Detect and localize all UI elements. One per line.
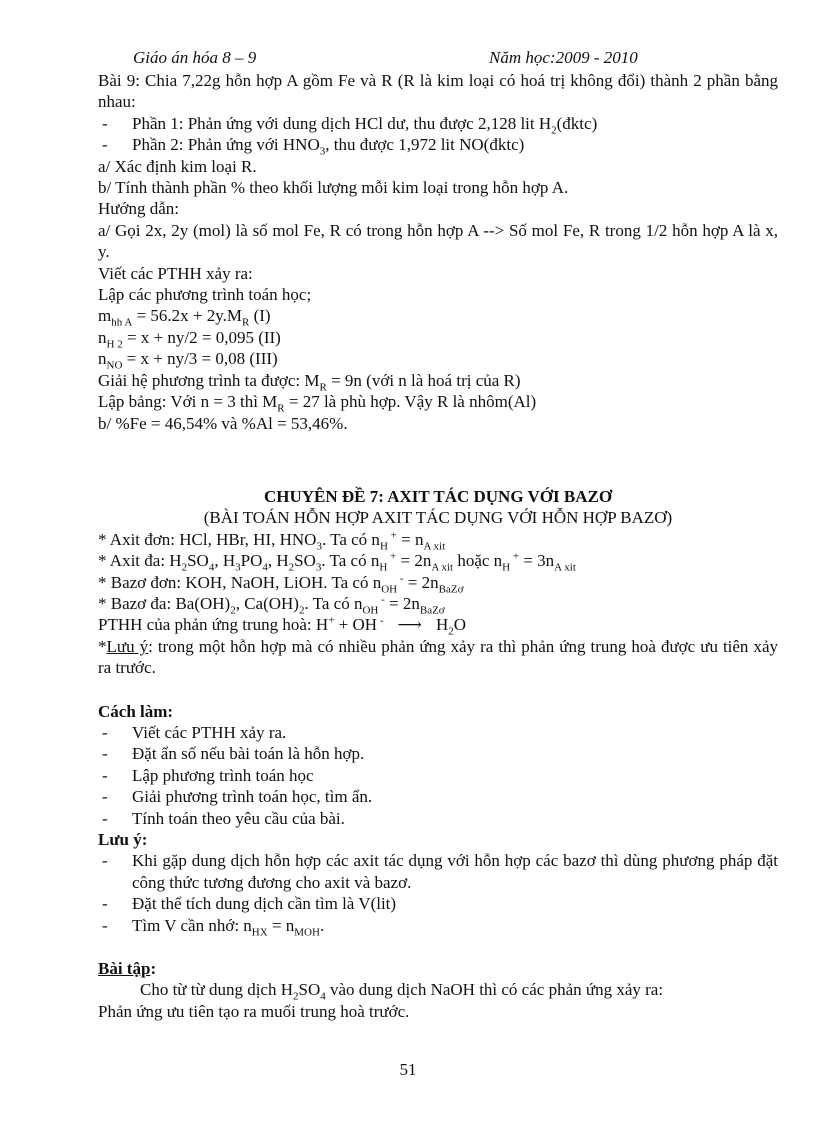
bai9-question-a: a/ Xác định kim loại R. [98, 156, 257, 176]
bai9-part1: - Phần 1: Phản ứng với dung dịch HCl dư, thu được 2,128 lit $H_2(đktc)$ [102, 113, 598, 137]
equation-1: $m_{hh A} = 56.2x + 2y.M_R$ (I) [98, 306, 271, 329]
topic-line-neutralization: PTHH của phản ứng trung hoà: H+ + OH - ⟶ $H_2O$ [98, 614, 467, 638]
guide-line-2: Viết các PTHH xảy ra: [98, 263, 253, 283]
dash-bullet: - [102, 765, 108, 785]
method-step: - Tính toán theo yêu cầu của bài. [102, 808, 345, 828]
note-label: Lưu ý [106, 636, 149, 656]
method-step: - Đặt ẩn số nếu bài toán là hỗn hợp. [102, 744, 365, 764]
solve-line: Giải hệ phương trình ta được: $M_R = 9n$ (với n là hoá trị của R) [98, 370, 521, 394]
exercise-line-2: Phản ứng ưu tiên tạo ra muối trung hoà trước. [98, 1001, 410, 1021]
method-note-heading: Lưu ý: [98, 830, 148, 849]
topic-line-axit-da: * Axit đa: $H_2SO_4$, $H_3PO_4$, $H_2SO_3$. Ta có $n_H$ $^+ = 2n_{A xit}$ hoặc $n_H$ $^+ = 3n_{A xit}$ [98, 550, 576, 574]
topic-title: CHUYÊN ĐỀ 7: AXIT TÁC DỤNG VỚI BAZƠ [263, 486, 613, 506]
topic-subtitle: (BÀI TOÁN HỖN HỢP AXIT TÁC DỤNG VỚI HỖN HỢP BAZƠ) [203, 508, 673, 528]
guide-heading: Hướng dẫn: [98, 199, 179, 219]
dash-bullet: - [102, 915, 108, 935]
topic-note: *Lưu ý: trong một hỗn hợp mà có nhiều phản ứng xảy ra thì phản ứng trung hoà được ưu tiên xảy ra trước. [98, 636, 778, 678]
method-step: - Viết các PTHH xảy ra. [102, 722, 287, 742]
dash-bullet: - [102, 135, 108, 155]
bai9-part2: - Phần 2: Phản ứng với $HNO_3$, thu được 1,972 lit NO(đktc) [102, 135, 525, 158]
answer-line: b/ %Fe = 46,54% và %Al = 53,46%. [98, 413, 348, 433]
reaction-arrow-icon: ⟶ [397, 615, 422, 635]
dash-bullet: - [102, 808, 108, 828]
method-heading: Cách làm: [98, 701, 174, 721]
bai9-intro: Bài 9: Chia 7,22g hỗn hợp A gồm Fe và R (R là kim loại có hoá trị không đổi) thành 2 phần bằng nhau: [98, 71, 778, 112]
method-step: - Giải phương trình toán học, tìm ẩn. [102, 787, 373, 807]
table-line: Lập bảng: Với n = 3 thì $M_R = 27$ là phù hợp. Vậy R là nhôm(Al) [98, 392, 537, 415]
header-school-year: Năm học:2009 - 2010 [489, 48, 638, 67]
method-note-1: - Khi gặp dung dịch hỗn hợp các axit tác dụng với hỗn hợp các bazơ thì dùng phương pháp đặt công thức tương đương cho axit và bazơ. [102, 851, 778, 892]
equation-3: $n_{NO} = x + ny/3 = 0,08$ (III) [98, 349, 278, 372]
spacer [98, 679, 778, 701]
dash-bullet: - [102, 722, 108, 742]
equation-2: $n_{H 2} = x + ny/2 = 0,095$ (II) [98, 327, 281, 351]
spacer [98, 434, 778, 486]
page-number: 51 [399, 1060, 417, 1079]
topic-line-bazo-don: * Bazơ đơn: KOH, NaOH, LiOH. Ta có $n_{OH}$ $^- = 2n_{BaZơ}$ [98, 571, 464, 595]
method-step: - Lập phương trình toán học [102, 765, 314, 785]
guide-line-3: Lập các phương trình toán học; [98, 285, 312, 305]
dash-bullet: - [102, 787, 108, 807]
topic-line-bazo-da: * Bazơ đa: $Ba(OH)_2$, $Ca(OH)_2$. Ta có $n_{OH}$ $^- = 2n_{BaZơ}$ [98, 593, 445, 617]
spacer [98, 936, 778, 958]
method-note-2: - Đặt thể tích dung dịch cần tìm là V(lit) [102, 894, 397, 914]
dash-bullet: - [102, 851, 108, 871]
topic-line-axit-don: * Axit đơn: HCl, HBr, HI, $HNO_3$. Ta có $n_H$ $^+ = n_{A xit}$ [98, 529, 446, 553]
exercise-line-1: Cho từ từ dung dịch $H_2SO_4$ vào dung dịch NaOH thì có các phản ứng xảy ra: [140, 980, 664, 1003]
guide-line-1: a/ Gọi 2x, 2y (mol) là số mol Fe, R có trong hỗn hợp A --> Số mol Fe, R trong 1/2 hỗn hợp A là x, y. [98, 220, 778, 262]
header-subject: Giáo án hóa 8 – 9 [133, 48, 257, 67]
dash-bullet: - [102, 113, 108, 133]
bai9-question-b: b/ Tính thành phần % theo khối lượng mỗi kim loại trong hỗn hợp A. [98, 178, 569, 198]
dash-bullet: - [102, 894, 108, 914]
document-body [98, 70, 778, 1022]
dash-bullet: - [102, 744, 108, 764]
exercise-heading: Bài tập: [98, 959, 157, 979]
method-note-3: - Tìm V cần nhớ: $n_{HX} = n_{MOH}$. [102, 915, 325, 939]
